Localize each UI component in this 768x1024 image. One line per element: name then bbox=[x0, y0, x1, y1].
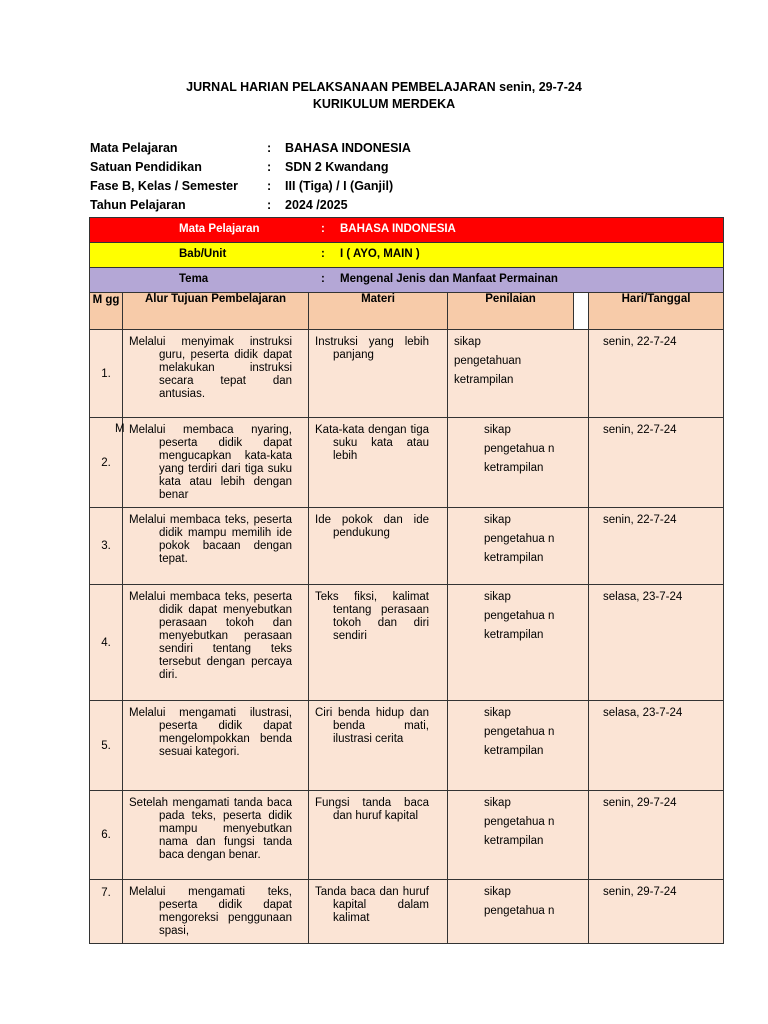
header-blank bbox=[574, 293, 589, 330]
penilaian-item: sikap bbox=[484, 591, 511, 603]
row-atp: Melalui membaca teks, peserta didik dapat menyebutkan perasaan tokoh dan menyebutkan perasaan sendiri tentang teks tersebut dengan percaya diri. bbox=[123, 585, 309, 701]
penilaian-item: sikap bbox=[454, 336, 481, 348]
row-materi: Instruksi yang lebih panjang bbox=[309, 330, 448, 418]
penilaian-item: sikap bbox=[484, 886, 511, 898]
info-label: Fase B, Kelas / Semester bbox=[90, 179, 238, 193]
row-atp: Setelah mengamati tanda baca pada teks, peserta didik mampu menyebutkan nama dan fungsi tanda baca dengan benar. bbox=[123, 791, 309, 880]
info-label: Mata Pelajaran bbox=[90, 141, 178, 155]
table-row bbox=[90, 585, 724, 701]
info-value: BAHASA INDONESIA bbox=[285, 141, 411, 155]
header-materi: Materi bbox=[309, 293, 448, 330]
row-number: 4. bbox=[101, 636, 111, 649]
table-header bbox=[90, 293, 724, 330]
document-subtitle: KURIKULUM MERDEKA bbox=[312, 97, 456, 111]
row-atp: Melalui menyimak instruksi guru, peserta didik dapat melakukan instruksi secara tepat dan antusias. bbox=[123, 330, 309, 418]
row-hari: senin, 22-7-24 bbox=[589, 418, 724, 508]
band-label: Tema bbox=[179, 273, 209, 285]
row-hari: senin, 22-7-24 bbox=[589, 508, 724, 585]
table-row bbox=[90, 791, 724, 880]
header-penilaian: Penilaian bbox=[448, 293, 574, 330]
document-title: JURNAL HARIAN PELAKSANAAN PEMBELAJARAN senin, 29-7-24 bbox=[186, 80, 582, 94]
info-colon: : bbox=[267, 141, 272, 155]
row-penilaian bbox=[448, 880, 589, 944]
band-mata-pelajaran bbox=[90, 218, 724, 243]
penilaian-item: pengetahua n bbox=[484, 905, 555, 917]
header-mg: M gg bbox=[90, 293, 123, 330]
row-materi: Teks fiksi, kalimat tentang perasaan tokoh dan diri sendiri bbox=[309, 585, 448, 701]
penilaian-item: ketrampilan bbox=[484, 462, 544, 474]
penilaian-item: pengetahua n bbox=[484, 816, 555, 828]
penilaian-item: ketrampilan bbox=[454, 374, 514, 386]
table-row bbox=[90, 418, 724, 508]
row-number: 2. bbox=[101, 456, 111, 469]
row-hari: selasa, 23-7-24 bbox=[589, 701, 724, 791]
penilaian-item: pengetahua n bbox=[484, 443, 555, 455]
band-value: Mengenal Jenis dan Manfaat Permainan bbox=[340, 273, 558, 285]
info-value: 2024 /2025 bbox=[285, 198, 348, 212]
band-value: I ( AYO, MAIN ) bbox=[340, 248, 420, 260]
info-colon: : bbox=[267, 160, 272, 174]
row-penilaian bbox=[448, 791, 589, 880]
penilaian-item: ketrampilan bbox=[484, 629, 544, 641]
band-label: Mata Pelajaran bbox=[179, 223, 260, 235]
band-label: Bab/Unit bbox=[179, 248, 227, 260]
row-penilaian bbox=[448, 585, 589, 701]
penilaian-item: sikap bbox=[484, 707, 511, 719]
info-colon: : bbox=[267, 179, 272, 193]
row-hari: senin, 22-7-24 bbox=[589, 330, 724, 418]
row-number: 5. bbox=[101, 739, 111, 752]
row-hari: senin, 29-7-24 bbox=[589, 791, 724, 880]
header-atp: Alur Tujuan Pembelajaran bbox=[123, 293, 309, 330]
table-row bbox=[90, 330, 724, 418]
penilaian-item: ketrampilan bbox=[484, 552, 544, 564]
band-value: BAHASA INDONESIA bbox=[340, 223, 456, 235]
info-value: III (Tiga) / I (Ganjil) bbox=[285, 179, 394, 193]
penilaian-item: sikap bbox=[484, 424, 511, 436]
row-materi: Fungsi tanda baca dan huruf kapital bbox=[309, 791, 448, 880]
row-number: 3. bbox=[101, 540, 111, 552]
row-penilaian bbox=[448, 701, 589, 791]
info-colon: : bbox=[267, 198, 272, 212]
row-materi: Tanda baca dan huruf kapital dalam kalimat bbox=[309, 880, 448, 944]
penilaian-item: sikap bbox=[484, 797, 511, 809]
penilaian-item: pengetahua n bbox=[484, 533, 555, 545]
penilaian-item: pengetahuan bbox=[454, 355, 522, 367]
row-penilaian bbox=[448, 330, 589, 418]
band-colon: : bbox=[321, 248, 325, 260]
table-row bbox=[90, 880, 724, 944]
row-atp: Melalui membaca teks, peserta didik mampu memilih ide pokok bacaan dengan tepat. bbox=[123, 508, 309, 585]
penilaian-item: pengetahua n bbox=[484, 610, 555, 622]
band-bab-unit bbox=[90, 243, 724, 268]
info-label: Satuan Pendidikan bbox=[90, 160, 202, 174]
band-colon: : bbox=[321, 223, 325, 235]
header-hari: Hari/Tanggal bbox=[589, 293, 724, 330]
row-atp: Melalui mengamati ilustrasi, peserta didik dapat mengelompokkan benda sesuai kategori. bbox=[123, 701, 309, 791]
journal-table bbox=[89, 217, 724, 944]
table-row bbox=[90, 701, 724, 791]
row-mark: M bbox=[115, 423, 125, 435]
info-value: SDN 2 Kwandang bbox=[285, 160, 389, 174]
row-materi: Ide pokok dan ide pendukung bbox=[309, 508, 448, 585]
row-number: 7. bbox=[101, 887, 111, 899]
row-atp: Melalui mengamati teks, peserta didik dapat mengoreksi penggunaan spasi, bbox=[123, 880, 309, 944]
row-materi: Ciri benda hidup dan benda mati, ilustrasi cerita bbox=[309, 701, 448, 791]
row-materi: Kata-kata dengan tiga suku kata atau lebih bbox=[309, 418, 448, 508]
table-row bbox=[90, 508, 724, 585]
info-label: Tahun Pelajaran bbox=[90, 198, 186, 212]
penilaian-item: ketrampilan bbox=[484, 745, 544, 757]
row-hari: senin, 29-7-24 bbox=[589, 880, 724, 944]
penilaian-item: sikap bbox=[484, 514, 511, 526]
penilaian-item: ketrampilan bbox=[484, 835, 544, 847]
row-number: 1. bbox=[101, 367, 111, 380]
band-tema bbox=[90, 268, 724, 293]
row-hari: selasa, 23-7-24 bbox=[589, 585, 724, 701]
band-colon: : bbox=[321, 273, 325, 285]
row-penilaian bbox=[448, 418, 589, 508]
row-penilaian bbox=[448, 508, 589, 585]
row-atp: Melalui membaca nyaring, peserta didik dapat mengucapkan kata-kata yang terdiri dari tiga suku kata atau lebih dengan benar bbox=[123, 418, 309, 508]
penilaian-item: pengetahua n bbox=[484, 726, 555, 738]
row-number: 6. bbox=[101, 829, 111, 841]
